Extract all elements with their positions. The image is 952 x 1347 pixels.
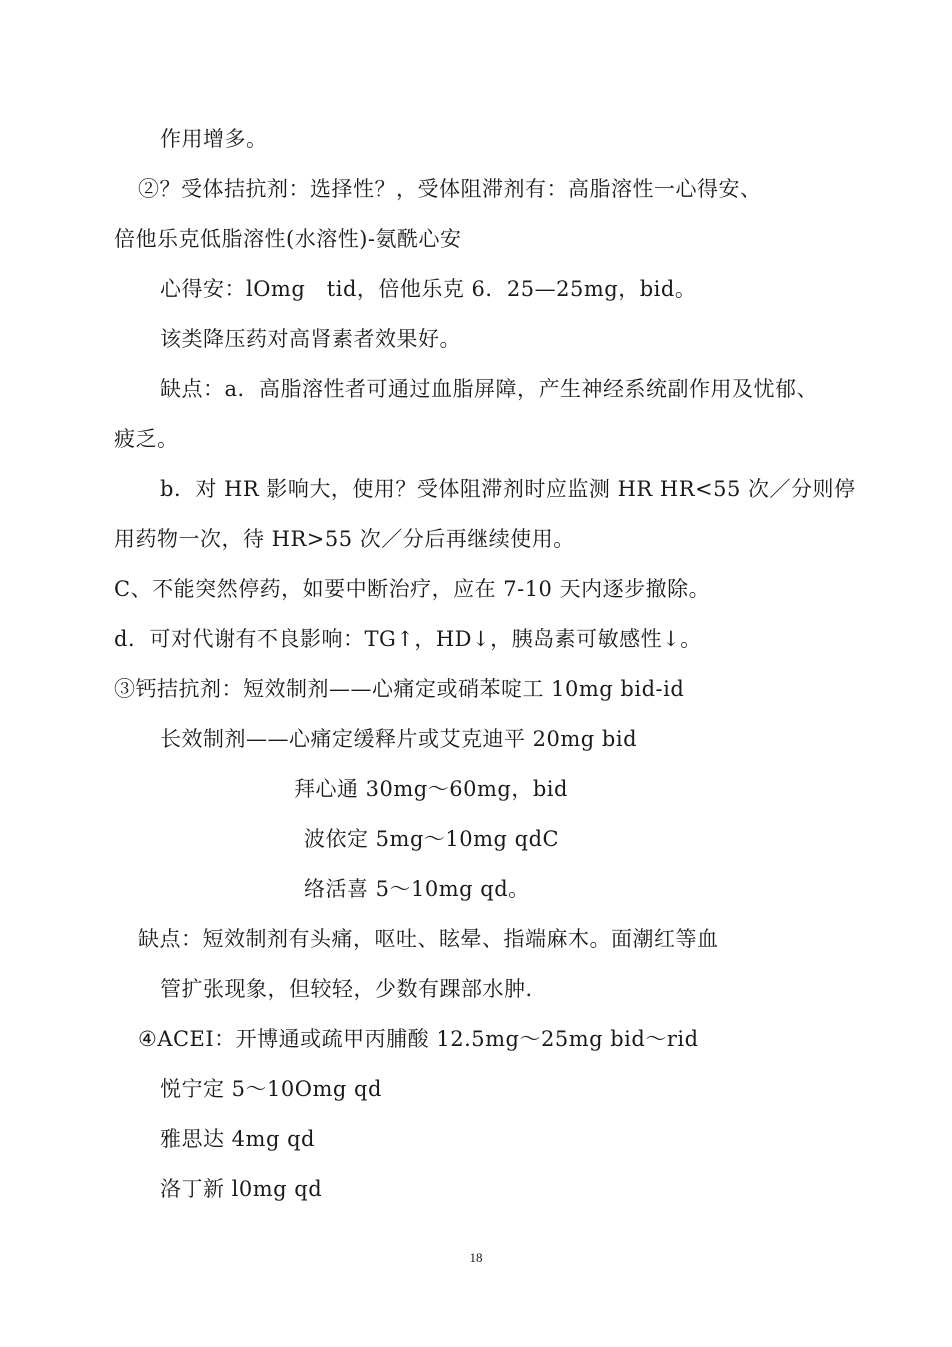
text-line: d．可对代谢有不良影响：TG↑，HD↓，胰岛素可敏感性↓。 — [114, 627, 702, 651]
text-line: 用药物一次，待 HR>55 次／分后再继续使用。 — [114, 527, 575, 551]
text-line: 雅思达 4mg qd — [160, 1127, 315, 1151]
text-line: 络活喜 5～10mg qd。 — [304, 877, 530, 901]
text-line: 该类降压药对高肾素者效果好。 — [160, 327, 461, 351]
text-line: 拜心通 30mg～60mg，bid — [294, 777, 568, 801]
text-line: 长效制剂——心痛定缓释片或艾克迪平 20mg bid — [160, 727, 638, 751]
text-line: ③钙拮抗剂：短效制剂——心痛定或硝苯啶工 10mg bid-id — [114, 677, 685, 701]
text-line: ②？受体拮抗剂：选择性？，受体阻滞剂有：高脂溶性一心得安、 — [138, 177, 762, 201]
text-line: 作用增多。 — [160, 127, 268, 151]
text-line: C、不能突然停药，如要中断治疗，应在 7-10 天内逐步撤除。 — [114, 577, 711, 601]
text-line: 心得安：lOmg tid，倍他乐克 6．25—25mg，bid。 — [160, 277, 697, 301]
text-line: ④ACEI：开博通或疏甲丙脯酸 12.5mg～25mg bid～rid — [138, 1027, 699, 1051]
text-line: 缺点：短效制剂有头痛，呕吐、眩晕、指端麻木。面潮红等血 — [138, 927, 719, 951]
text-line: 悦宁定 5～10Omg qd — [160, 1077, 382, 1101]
text-line: 疲乏。 — [114, 427, 179, 451]
text-line: 波依定 5mg～10mg qdC — [304, 827, 560, 851]
text-line: 洛丁新 l0mg qd — [160, 1177, 323, 1201]
page-number: 18 — [469, 1250, 483, 1265]
text-line: b．对 HR 影响大，使用？受体阻滞剂时应监测 HR HR<55 次／分则停 — [160, 477, 856, 501]
text-line: 缺点：a．高脂溶性者可通过血脂屏障，产生神经系统副作用及忧郁、 — [160, 377, 819, 401]
text-line: 管扩张现象，但较轻，少数有踝部水肿． — [160, 977, 547, 1001]
text-line: 倍他乐克低脂溶性(水溶性)-氨酰心安 — [114, 227, 462, 251]
